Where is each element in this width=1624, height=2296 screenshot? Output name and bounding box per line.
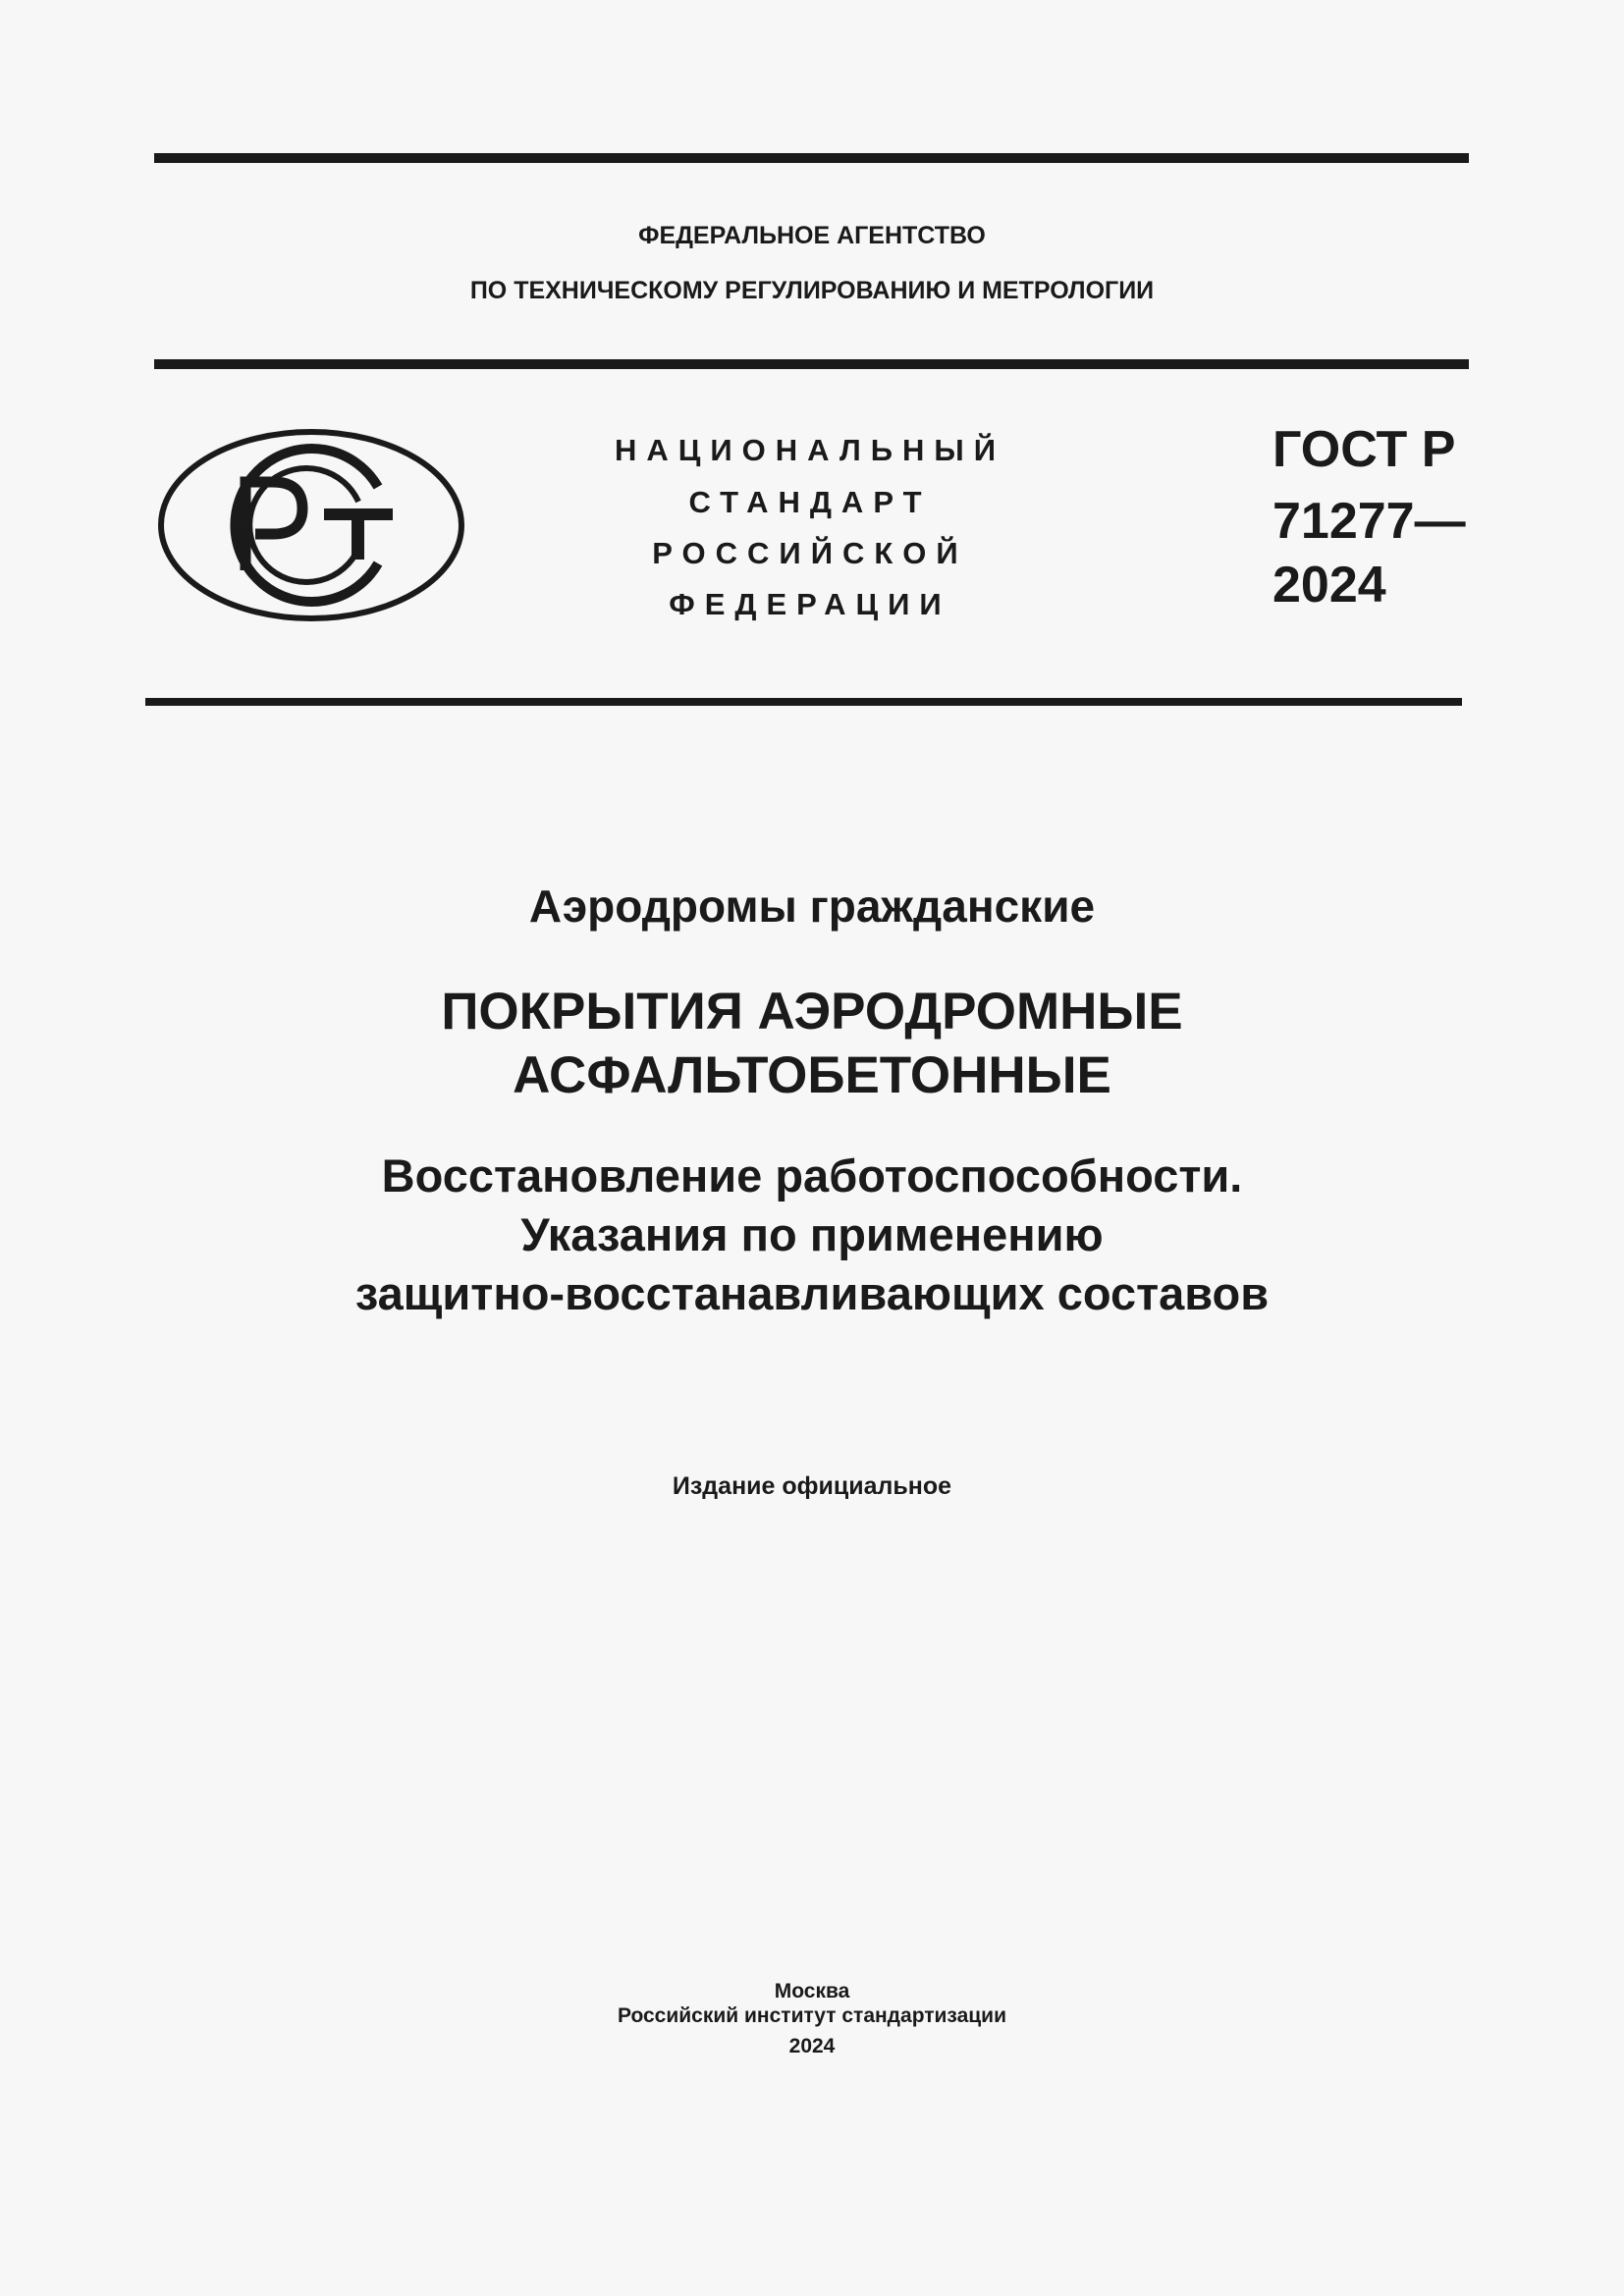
national-standard-line-4: ФЕДЕРАЦИИ [669, 587, 951, 621]
gost-designation-line-3: 2024 [1272, 557, 1386, 614]
document-description-line-1: Восстановление работоспособности. [381, 1149, 1243, 1201]
national-standard-line-2: СТАНДАРТ [688, 485, 932, 519]
publisher-year: 2024 [788, 2035, 836, 2057]
gost-designation-line-2: 71277— [1272, 493, 1466, 550]
document-description-line-3: защитно-восстанавливающих составов [354, 1267, 1270, 1319]
agency-name-line-1: ФЕДЕРАЛЬНОЕ АГЕНТСТВО [638, 222, 986, 249]
agency-rule [154, 359, 1469, 369]
gost-designation-line-1: ГОСТ Р [1272, 421, 1456, 478]
top-rule [154, 153, 1469, 163]
national-standard-line-1: НАЦИОНАЛЬНЫЙ [614, 433, 1006, 467]
document-title-line-2: АСФАЛЬТОБЕТОННЫЕ [513, 1046, 1111, 1104]
document-subtitle: Аэродромы гражданские [528, 881, 1096, 932]
header-bottom-rule [145, 698, 1462, 706]
agency-name-line-2: ПО ТЕХНИЧЕСКОМУ РЕГУЛИРОВАНИЮ И МЕТРОЛОГИИ [469, 277, 1155, 304]
rst-logo-icon [157, 428, 465, 622]
publisher-city: Москва [774, 1980, 850, 2002]
edition-label: Издание официальное [672, 1472, 952, 1500]
document-title-line-1: ПОКРЫТИЯ АЭРОДРОМНЫЕ [441, 983, 1183, 1041]
document-description-line-2: Указания по применению [520, 1208, 1104, 1260]
national-standard-line-3: РОССИЙСКОЙ [652, 536, 968, 570]
publisher-institute: Российский институт стандартизации [617, 2004, 1007, 2027]
